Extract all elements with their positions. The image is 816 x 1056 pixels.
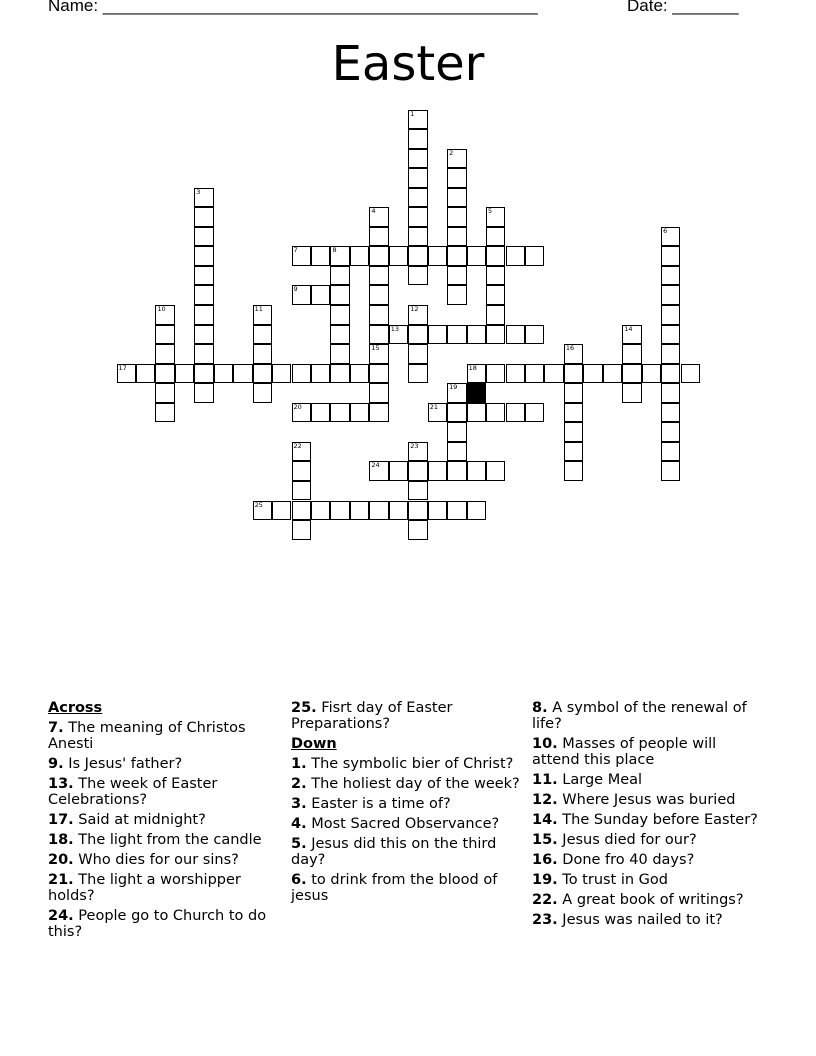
grid-cell[interactable]: [389, 325, 408, 345]
clue-item: [291, 796, 523, 812]
grid-cell[interactable]: [292, 364, 311, 384]
clue-item: [532, 872, 764, 888]
clue-number-label: 18.: [48, 832, 74, 848]
grid-cell[interactable]: [194, 246, 213, 266]
grid-cell[interactable]: [447, 383, 466, 403]
grid-cell[interactable]: [194, 305, 213, 325]
grid-cell[interactable]: [330, 325, 349, 345]
grid-cell[interactable]: [330, 364, 349, 384]
grid-cell[interactable]: [408, 442, 427, 462]
clue-item: [291, 836, 523, 868]
grid-cell[interactable]: [136, 364, 155, 384]
grid-cell[interactable]: [155, 344, 174, 364]
black-square: [467, 383, 486, 403]
grid-cell[interactable]: [330, 266, 349, 286]
grid-cell[interactable]: [292, 246, 311, 266]
clues-column-3: [532, 700, 764, 932]
clue-item: [532, 912, 764, 928]
clue-number-label: 2.: [291, 776, 307, 792]
grid-cell[interactable]: [525, 364, 544, 384]
grid-cell[interactable]: [155, 305, 174, 325]
clue-item: [48, 908, 280, 940]
clue-item: [48, 756, 280, 772]
grid-cell[interactable]: [564, 364, 583, 384]
clue-number: 21: [429, 402, 438, 411]
grid-cell[interactable]: [408, 364, 427, 384]
clue-item: [48, 852, 280, 868]
clue-number: 17: [118, 363, 127, 372]
grid-cell[interactable]: [408, 481, 427, 501]
grid-cell[interactable]: [447, 403, 466, 423]
clue-text: Fisrt day of Easter Preparations?: [291, 700, 453, 732]
grid-cell[interactable]: [564, 403, 583, 423]
grid-cell[interactable]: [661, 246, 680, 266]
grid-cell[interactable]: [194, 344, 213, 364]
grid-cell[interactable]: [506, 403, 525, 423]
clue-item: [291, 872, 523, 904]
grid-cell[interactable]: [369, 246, 388, 266]
grid-cell[interactable]: [428, 403, 447, 423]
clue-text: A great book of writings?: [562, 892, 744, 908]
clue-text: People go to Church to do this?: [48, 908, 267, 940]
clue-number-label: 19.: [532, 872, 558, 888]
grid-cell[interactable]: [311, 246, 330, 266]
grid-cell[interactable]: [292, 481, 311, 501]
grid-cell[interactable]: [622, 383, 641, 403]
grid-cell[interactable]: [253, 383, 272, 403]
clue-text: Large Meal: [562, 772, 643, 788]
grid-cell[interactable]: [350, 246, 369, 266]
grid-cell[interactable]: [369, 364, 388, 384]
clue-number-label: 10.: [532, 736, 558, 752]
clue-number: 2: [449, 148, 454, 157]
clue-number-label: 13.: [48, 776, 74, 792]
grid-cell[interactable]: [525, 325, 544, 345]
grid-cell[interactable]: [330, 344, 349, 364]
clue-item: [291, 816, 523, 832]
clue-item: [532, 772, 764, 788]
clue-number-label: 16.: [532, 852, 558, 868]
clue-item: [291, 776, 523, 792]
clue-section-heading: Down: [291, 736, 337, 752]
grid-cell[interactable]: [292, 403, 311, 423]
grid-cell[interactable]: [447, 246, 466, 266]
grid-cell[interactable]: [389, 501, 408, 521]
grid-cell[interactable]: [506, 246, 525, 266]
grid-cell[interactable]: [447, 188, 466, 208]
grid-cell[interactable]: [330, 285, 349, 305]
grid-cell[interactable]: [408, 461, 427, 481]
name-field-label: Name: ______________________________________________: [48, 0, 538, 15]
grid-cell[interactable]: [428, 325, 447, 345]
clue-text: Is Jesus' father?: [68, 756, 183, 772]
grid-cell[interactable]: [467, 461, 486, 481]
grid-cell[interactable]: [330, 403, 349, 423]
clue-text: Said at midnight?: [78, 812, 206, 828]
clue-item: [532, 812, 764, 828]
grid-cell[interactable]: [408, 520, 427, 540]
clue-number-label: 23.: [532, 912, 558, 928]
clue-number-label: 5.: [291, 836, 307, 852]
grid-cell[interactable]: [194, 285, 213, 305]
clue-item: [48, 776, 280, 808]
grid-cell[interactable]: [389, 461, 408, 481]
grid-cell[interactable]: [603, 364, 622, 384]
grid-cell[interactable]: [564, 461, 583, 481]
grid-cell[interactable]: [447, 501, 466, 521]
grid-cell[interactable]: [369, 461, 388, 481]
grid-cell[interactable]: [661, 383, 680, 403]
grid-cell[interactable]: [486, 285, 505, 305]
clue-number: 3: [196, 187, 201, 196]
grid-cell[interactable]: [253, 364, 272, 384]
grid-cell[interactable]: [408, 129, 427, 149]
grid-cell[interactable]: [408, 207, 427, 227]
clue-number: 24: [371, 461, 380, 470]
grid-cell[interactable]: [194, 266, 213, 286]
grid-cell[interactable]: [155, 325, 174, 345]
grid-cell[interactable]: [486, 461, 505, 481]
grid-cell[interactable]: [486, 227, 505, 247]
clue-item: [48, 812, 280, 828]
grid-cell[interactable]: [622, 325, 641, 345]
grid-cell[interactable]: [447, 266, 466, 286]
clue-number: 11: [254, 305, 263, 313]
grid-cell[interactable]: [408, 501, 427, 521]
grid-cell[interactable]: [447, 207, 466, 227]
grid-cell[interactable]: [292, 461, 311, 481]
grid-cell[interactable]: [408, 188, 427, 208]
grid-cell[interactable]: [194, 325, 213, 345]
clue-number-label: 6.: [291, 872, 307, 888]
clues-column-1: [48, 700, 280, 944]
grid-cell[interactable]: [447, 149, 466, 169]
clue-number: 9: [293, 285, 298, 294]
clue-text: Most Sacred Observance?: [311, 816, 500, 832]
grid-cell[interactable]: [292, 501, 311, 521]
grid-cell[interactable]: [253, 501, 272, 521]
grid-cell[interactable]: [272, 501, 291, 521]
grid-cell[interactable]: [330, 246, 349, 266]
grid-cell[interactable]: [408, 110, 427, 130]
grid-cell[interactable]: [369, 501, 388, 521]
grid-cell[interactable]: [350, 501, 369, 521]
grid-cell[interactable]: [311, 501, 330, 521]
grid-cell[interactable]: [330, 305, 349, 325]
clue-text: To trust in God: [562, 872, 668, 888]
grid-cell[interactable]: [369, 383, 388, 403]
grid-cell[interactable]: [622, 364, 641, 384]
grid-cell[interactable]: [661, 266, 680, 286]
clue-number: 23: [410, 441, 419, 450]
grid-cell[interactable]: [564, 383, 583, 403]
clue-item: [532, 700, 764, 732]
grid-cell[interactable]: [350, 403, 369, 423]
grid-cell[interactable]: [447, 422, 466, 442]
grid-cell[interactable]: [369, 305, 388, 325]
grid-cell[interactable]: [428, 501, 447, 521]
grid-cell[interactable]: [486, 325, 505, 345]
clue-number: 15: [371, 344, 380, 353]
grid-cell[interactable]: [155, 364, 174, 384]
grid-cell[interactable]: [447, 227, 466, 247]
clue-number-label: 11.: [532, 772, 558, 788]
clue-number: 10: [157, 305, 166, 313]
grid-cell[interactable]: [408, 227, 427, 247]
clue-item: [532, 736, 764, 768]
grid-cell[interactable]: [467, 501, 486, 521]
clue-text: The meaning of Christos Anesti: [48, 720, 246, 752]
grid-cell[interactable]: [369, 266, 388, 286]
clue-number: 5: [488, 207, 493, 216]
grid-cell[interactable]: [583, 364, 602, 384]
grid-cell[interactable]: [408, 149, 427, 169]
grid-cell[interactable]: [486, 364, 505, 384]
grid-cell[interactable]: [350, 364, 369, 384]
clue-text: to drink from the blood of jesus: [291, 872, 498, 904]
grid-cell[interactable]: [467, 364, 486, 384]
grid-cell[interactable]: [447, 285, 466, 305]
grid-cell[interactable]: [506, 325, 525, 345]
grid-cell[interactable]: [447, 442, 466, 462]
clue-item: [48, 720, 280, 752]
grid-cell[interactable]: [661, 325, 680, 345]
clue-number: 1: [410, 109, 415, 118]
grid-cell[interactable]: [428, 246, 447, 266]
grid-cell[interactable]: [292, 442, 311, 462]
grid-cell[interactable]: [661, 403, 680, 423]
clue-number-label: 8.: [532, 700, 548, 716]
grid-cell[interactable]: [369, 325, 388, 345]
clue-number: 18: [468, 363, 477, 372]
clue-text: The symbolic bier of Christ?: [311, 756, 514, 772]
grid-cell[interactable]: [661, 344, 680, 364]
grid-cell[interactable]: [155, 403, 174, 423]
clue-text: The Sunday before Easter?: [562, 812, 758, 828]
grid-cell[interactable]: [447, 461, 466, 481]
grid-cell[interactable]: [194, 227, 213, 247]
grid-cell[interactable]: [369, 227, 388, 247]
clue-number-label: 17.: [48, 812, 74, 828]
grid-cell[interactable]: [544, 364, 563, 384]
grid-cell[interactable]: [447, 325, 466, 345]
clue-section-heading: Across: [48, 700, 103, 716]
clue-number: 7: [293, 246, 298, 255]
clue-number-label: 15.: [532, 832, 558, 848]
clue-number-label: 3.: [291, 796, 307, 812]
grid-cell[interactable]: [564, 442, 583, 462]
clue-text: Jesus was nailed to it?: [562, 912, 723, 928]
clue-text: A symbol of the renewal of life?: [532, 700, 747, 732]
clue-item: [48, 832, 280, 848]
clue-number: 6: [663, 226, 668, 235]
clue-item: [291, 700, 523, 732]
grid-cell[interactable]: [408, 344, 427, 364]
clue-text: Jesus died for our?: [562, 832, 697, 848]
grid-cell[interactable]: [661, 364, 680, 384]
clue-number: 16: [565, 344, 575, 353]
clue-number-label: 1.: [291, 756, 307, 772]
grid-cell[interactable]: [486, 403, 505, 423]
grid-cell[interactable]: [194, 383, 213, 403]
grid-cell[interactable]: [467, 246, 486, 266]
clue-item: [532, 792, 764, 808]
grid-cell[interactable]: [292, 285, 311, 305]
clue-number: 22: [293, 441, 302, 450]
clue-text: The light a worshipper holds?: [48, 872, 241, 904]
clue-text: The light from the candle: [78, 832, 262, 848]
clue-number-label: 12.: [532, 792, 558, 808]
clue-number-label: 25.: [291, 700, 317, 716]
grid-cell[interactable]: [486, 207, 505, 227]
grid-cell[interactable]: [408, 305, 427, 325]
clue-item: [48, 872, 280, 904]
grid-cell[interactable]: [369, 403, 388, 423]
grid-cell[interactable]: [428, 461, 447, 481]
grid-cell[interactable]: [408, 246, 427, 266]
clue-text: Done fro 40 days?: [562, 852, 695, 868]
grid-cell[interactable]: [369, 285, 388, 305]
clue-number: 12: [410, 305, 419, 313]
clue-text: Masses of people will attend this place: [532, 736, 717, 768]
grid-cell[interactable]: [330, 501, 349, 521]
grid-cell[interactable]: [155, 383, 174, 403]
grid-cell[interactable]: [311, 403, 330, 423]
date-field-label: Date: _______: [627, 0, 739, 15]
grid-cell[interactable]: [486, 246, 505, 266]
clue-number-label: 4.: [291, 816, 307, 832]
clue-number-label: 14.: [532, 812, 558, 828]
clue-item: [291, 756, 523, 772]
clue-item: [532, 852, 764, 868]
grid-cell[interactable]: [194, 364, 213, 384]
grid-cell[interactable]: [642, 364, 661, 384]
clue-text: The week of Easter Celebrations?: [48, 776, 218, 808]
grid-cell[interactable]: [564, 422, 583, 442]
grid-cell[interactable]: [661, 442, 680, 462]
clue-number: 8: [332, 246, 337, 255]
grid-cell[interactable]: [467, 403, 486, 423]
grid-cell[interactable]: [311, 364, 330, 384]
grid-cell[interactable]: [194, 207, 213, 227]
clue-number: 20: [293, 402, 302, 411]
clue-number: 19: [449, 383, 458, 392]
grid-cell[interactable]: [447, 168, 466, 188]
grid-cell[interactable]: [369, 344, 388, 364]
grid-cell[interactable]: [175, 364, 194, 384]
grid-cell[interactable]: [253, 344, 272, 364]
clue-number-label: 9.: [48, 756, 64, 772]
grid-cell[interactable]: [661, 227, 680, 247]
grid-cell[interactable]: [117, 364, 136, 384]
grid-cell[interactable]: [661, 422, 680, 442]
clue-text: Where Jesus was buried: [562, 792, 736, 808]
clue-item: [532, 832, 764, 848]
clues-column-2: [291, 700, 523, 908]
grid-cell[interactable]: [408, 266, 427, 286]
grid-cell[interactable]: [661, 305, 680, 325]
clue-number-label: 22.: [532, 892, 558, 908]
grid-cell[interactable]: [272, 364, 291, 384]
grid-cell[interactable]: [564, 344, 583, 364]
clue-text: The holiest day of the week?: [311, 776, 520, 792]
clue-number-label: 24.: [48, 908, 74, 924]
clue-item: [532, 892, 764, 908]
grid-cell[interactable]: [408, 168, 427, 188]
clue-number: 13: [390, 324, 400, 333]
clue-text: Jesus did this on the third day?: [291, 836, 497, 868]
page-title: Easter: [331, 36, 485, 92]
grid-cell[interactable]: [292, 520, 311, 540]
clue-text: Easter is a time of?: [311, 796, 451, 812]
grid-cell[interactable]: [525, 246, 544, 266]
grid-cell[interactable]: [311, 285, 330, 305]
grid-cell[interactable]: [369, 207, 388, 227]
clue-number-label: 20.: [48, 852, 74, 868]
grid-cell[interactable]: [233, 364, 252, 384]
grid-cell[interactable]: [622, 344, 641, 364]
grid-cell[interactable]: [486, 266, 505, 286]
clue-number: 4: [371, 207, 376, 216]
grid-cell[interactable]: [681, 364, 700, 384]
grid-cell[interactable]: [194, 188, 213, 208]
grid-cell[interactable]: [253, 305, 272, 325]
grid-cell[interactable]: [486, 305, 505, 325]
clue-number-label: 21.: [48, 872, 74, 888]
clue-number-label: 7.: [48, 720, 64, 736]
grid-cell[interactable]: [214, 364, 233, 384]
grid-cell[interactable]: [467, 325, 486, 345]
grid-cell[interactable]: [506, 364, 525, 384]
grid-cell[interactable]: [408, 325, 427, 345]
grid-cell[interactable]: [253, 325, 272, 345]
grid-cell[interactable]: [661, 285, 680, 305]
clue-text: Who dies for our sins?: [78, 852, 239, 868]
grid-cell[interactable]: [661, 461, 680, 481]
clue-number: 25: [254, 500, 263, 509]
clue-number: 14: [624, 324, 633, 333]
grid-cell[interactable]: [525, 403, 544, 423]
grid-cell[interactable]: [389, 246, 408, 266]
